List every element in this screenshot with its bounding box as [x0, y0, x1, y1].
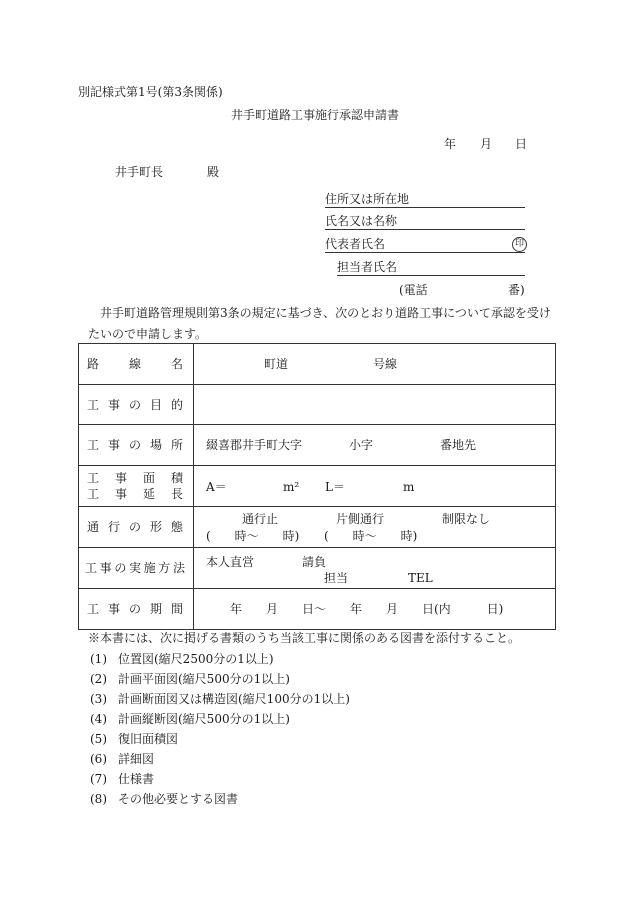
address-label: 住所又は所在地	[325, 192, 410, 206]
value-method[interactable]	[194, 548, 556, 589]
list-item: (1) 位置図(縮尺2500分の1以上)	[90, 652, 274, 666]
koaza-text: 小字	[349, 438, 374, 452]
label-method: 工 事 の 実 施 方 法	[79, 548, 194, 589]
option-one-side[interactable]: 片側通行	[336, 512, 385, 526]
row-area-length	[79, 466, 556, 507]
option-closed[interactable]: 通行止	[242, 512, 279, 526]
contact-field[interactable]	[337, 259, 525, 276]
row-location	[79, 425, 556, 466]
district-text: 綴喜郡井手町大字	[206, 438, 303, 452]
representative-label: 代表者氏名	[325, 237, 386, 251]
row-traffic	[79, 507, 556, 548]
tel-text: TEL	[408, 571, 433, 585]
label-traffic: 通 行 の 形 態	[79, 507, 194, 548]
option-no-restriction[interactable]: 制限なし	[442, 512, 491, 526]
intro-line-1: 井手町道路管理規則第3条の規定に基づき、次のとおり道路工事について承認を受け	[100, 306, 551, 320]
row-purpose	[79, 385, 556, 425]
date-day: 日	[515, 137, 528, 151]
row-period	[79, 589, 556, 630]
list-item: (2) 計画平面図(縮尺500分の1以上)	[90, 672, 290, 686]
list-item: (3) 計画断面図又は構造図(縮尺100分の1以上)	[90, 692, 350, 706]
list-item: (8) その他必要とする図書	[90, 792, 239, 806]
length-unit: m	[403, 480, 415, 494]
value-area-length[interactable]	[194, 466, 556, 507]
value-route[interactable]	[194, 344, 556, 385]
contact-label: 担当者氏名	[337, 260, 398, 274]
name-label: 氏名又は名称	[325, 214, 398, 228]
label-purpose: 工 事 の 目 的	[79, 385, 194, 425]
period-text: 年 月 日〜 年 月 日(内 日)	[230, 602, 504, 616]
lot-text: 番地先	[440, 438, 477, 452]
row-route	[79, 344, 556, 385]
phone-close: 番)	[508, 283, 525, 297]
list-item: (5) 復旧面積図	[90, 732, 179, 746]
label-location: 工 事 の 場 所	[79, 425, 194, 466]
form-number: 別記様式第1号(第3条関係)	[78, 85, 223, 99]
name-field[interactable]	[325, 213, 525, 230]
application-table	[78, 343, 556, 630]
value-purpose[interactable]	[194, 385, 556, 425]
area-prefix: A＝	[206, 480, 227, 494]
list-item: (6) 詳細図	[90, 752, 155, 766]
date-year: 年	[444, 137, 457, 151]
date-month: 月	[480, 137, 493, 151]
notes-heading: ※本書には、次に掲げる書類のうち当該工事に関係のある図書を添付すること。	[88, 631, 521, 645]
direct-text: 本人直営	[206, 555, 255, 569]
route-number-text: 号線	[373, 357, 398, 371]
document-title: 井手町道路工事施行承認申請書	[231, 108, 400, 122]
value-traffic[interactable]	[194, 507, 556, 548]
list-item: (7) 仕様書	[90, 772, 155, 786]
address-field[interactable]	[325, 191, 525, 208]
addressee: 井手町長	[115, 165, 164, 179]
time-range-1: ( 時〜 時)	[206, 529, 300, 543]
label-route: 路 線 名	[79, 344, 194, 385]
label-area-length: 工 事 面 積 工 事 延 長	[79, 466, 194, 507]
list-item: (4) 計画縦断図(縮尺500分の1以上)	[90, 712, 290, 726]
row-method	[79, 548, 556, 589]
label-period: 工 事 の 期 間	[79, 589, 194, 630]
value-location[interactable]	[194, 425, 556, 466]
seal-mark: 印	[512, 237, 527, 252]
honorific: 殿	[207, 165, 220, 179]
length-prefix: L＝	[325, 480, 345, 494]
town-road-text: 町道	[264, 357, 289, 371]
contract-text: 請負	[302, 555, 327, 569]
phone-open: (電話	[399, 283, 428, 297]
area-unit: m²	[283, 480, 300, 494]
in-charge-text: 担当	[324, 571, 349, 585]
representative-field[interactable]	[325, 236, 525, 253]
intro-line-2: たいので申請します。	[88, 327, 208, 341]
value-period[interactable]	[194, 589, 556, 630]
time-range-2: ( 時〜 時)	[324, 529, 418, 543]
